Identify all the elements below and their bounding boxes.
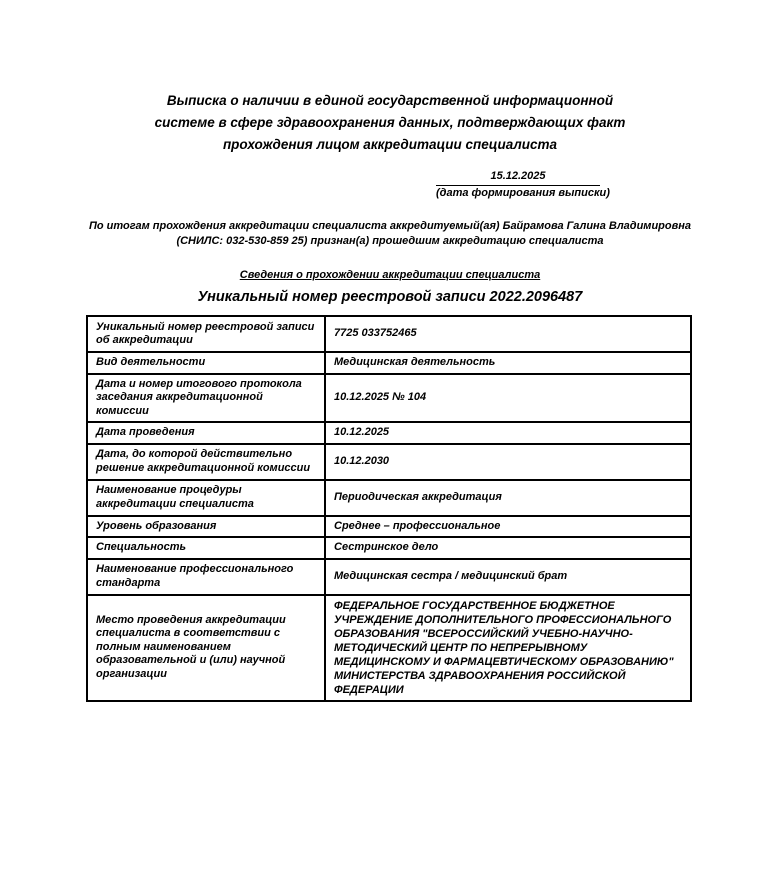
- row-label: Дата, до которой действительно решение аккредитационной комиссии: [87, 444, 325, 480]
- row-value: Сестринское дело: [325, 537, 691, 559]
- issue-date-caption: (дата формирования выписки): [436, 187, 610, 199]
- table-row: [87, 559, 691, 595]
- table-row: [87, 595, 691, 701]
- summary-paragraph: По итогам прохождения аккредитации специалиста аккредитуемый(ая) Байрамова Галина Владимировна (СНИЛС: 032-530-859 25) признан(а) прошедшим аккредитацию специалиста: [88, 220, 692, 247]
- row-label: Вид деятельности: [87, 352, 325, 374]
- table-row: [87, 374, 691, 423]
- row-value: 10.12.2030: [325, 444, 691, 480]
- accreditation-table: [86, 315, 692, 702]
- page-title-line-2: системе в сфере здравоохранения данных, подтверждающих факт: [154, 115, 626, 130]
- table-row: [87, 422, 691, 444]
- table-row: [87, 316, 691, 352]
- row-label: Наименование процедуры аккредитации специалиста: [87, 480, 325, 516]
- row-value: 10.12.2025: [325, 422, 691, 444]
- page-title-line-1: Выписка о наличии в единой государственной информационной: [166, 93, 614, 108]
- row-value: ФЕДЕРАЛЬНОЕ ГОСУДАРСТВЕННОЕ БЮДЖЕТНОЕ УЧРЕЖДЕНИЕ ДОПОЛНИТЕЛЬНОГО ПРОФЕССИОНАЛЬНОГО ОБРАЗОВАНИЯ "ВСЕРОССИЙСКИЙ УЧЕБНО-НАУЧНО-МЕТОДИЧЕСКИЙ ЦЕНТР ПО НЕПРЕРЫВНОМУ МЕДИЦИНСКОМУ И ФАРМАЦЕВТИЧЕСКОМУ ОБРАЗОВАНИЮ" МИНИСТЕРСТВА ЗДРАВООХРАНЕНИЯ РОССИЙСКОЙ ФЕДЕРАЦИИ: [325, 595, 691, 701]
- registry-number-line: Уникальный номер реестровой записи 2022.2096487: [197, 289, 583, 305]
- row-label: Дата проведения: [87, 422, 325, 444]
- table-row: [87, 516, 691, 538]
- row-value: 10.12.2025 № 104: [325, 374, 691, 423]
- row-label: Специальность: [87, 537, 325, 559]
- row-label: Уникальный номер реестровой записи об аккредитации: [87, 316, 325, 352]
- row-label: Дата и номер итогового протокола заседания аккредитационной комиссии: [87, 374, 325, 423]
- row-value: Медицинская сестра / медицинский брат: [325, 559, 691, 595]
- section-heading: Сведения о прохождении аккредитации специалиста: [239, 269, 541, 281]
- row-value: Медицинская деятельность: [325, 352, 691, 374]
- row-label: Уровень образования: [87, 516, 325, 538]
- row-value: 7725 033752465: [325, 316, 691, 352]
- table-row: [87, 480, 691, 516]
- table-row: [87, 444, 691, 480]
- row-label: Место проведения аккредитации специалиста в соответствии с полным наименованием образовательной и (или) научной организации: [87, 595, 325, 701]
- table-row: [87, 537, 691, 559]
- page-title: [0, 90, 780, 156]
- issue-date: 15.12.2025: [436, 170, 600, 186]
- row-value: Среднее – профессиональное: [325, 516, 691, 538]
- row-label: Наименование профессионального стандарта: [87, 559, 325, 595]
- row-value: Периодическая аккредитация: [325, 480, 691, 516]
- page-title-line-3: прохождения лицом аккредитации специалиста: [222, 137, 558, 152]
- issue-date-block: [436, 170, 610, 200]
- table-row: [87, 352, 691, 374]
